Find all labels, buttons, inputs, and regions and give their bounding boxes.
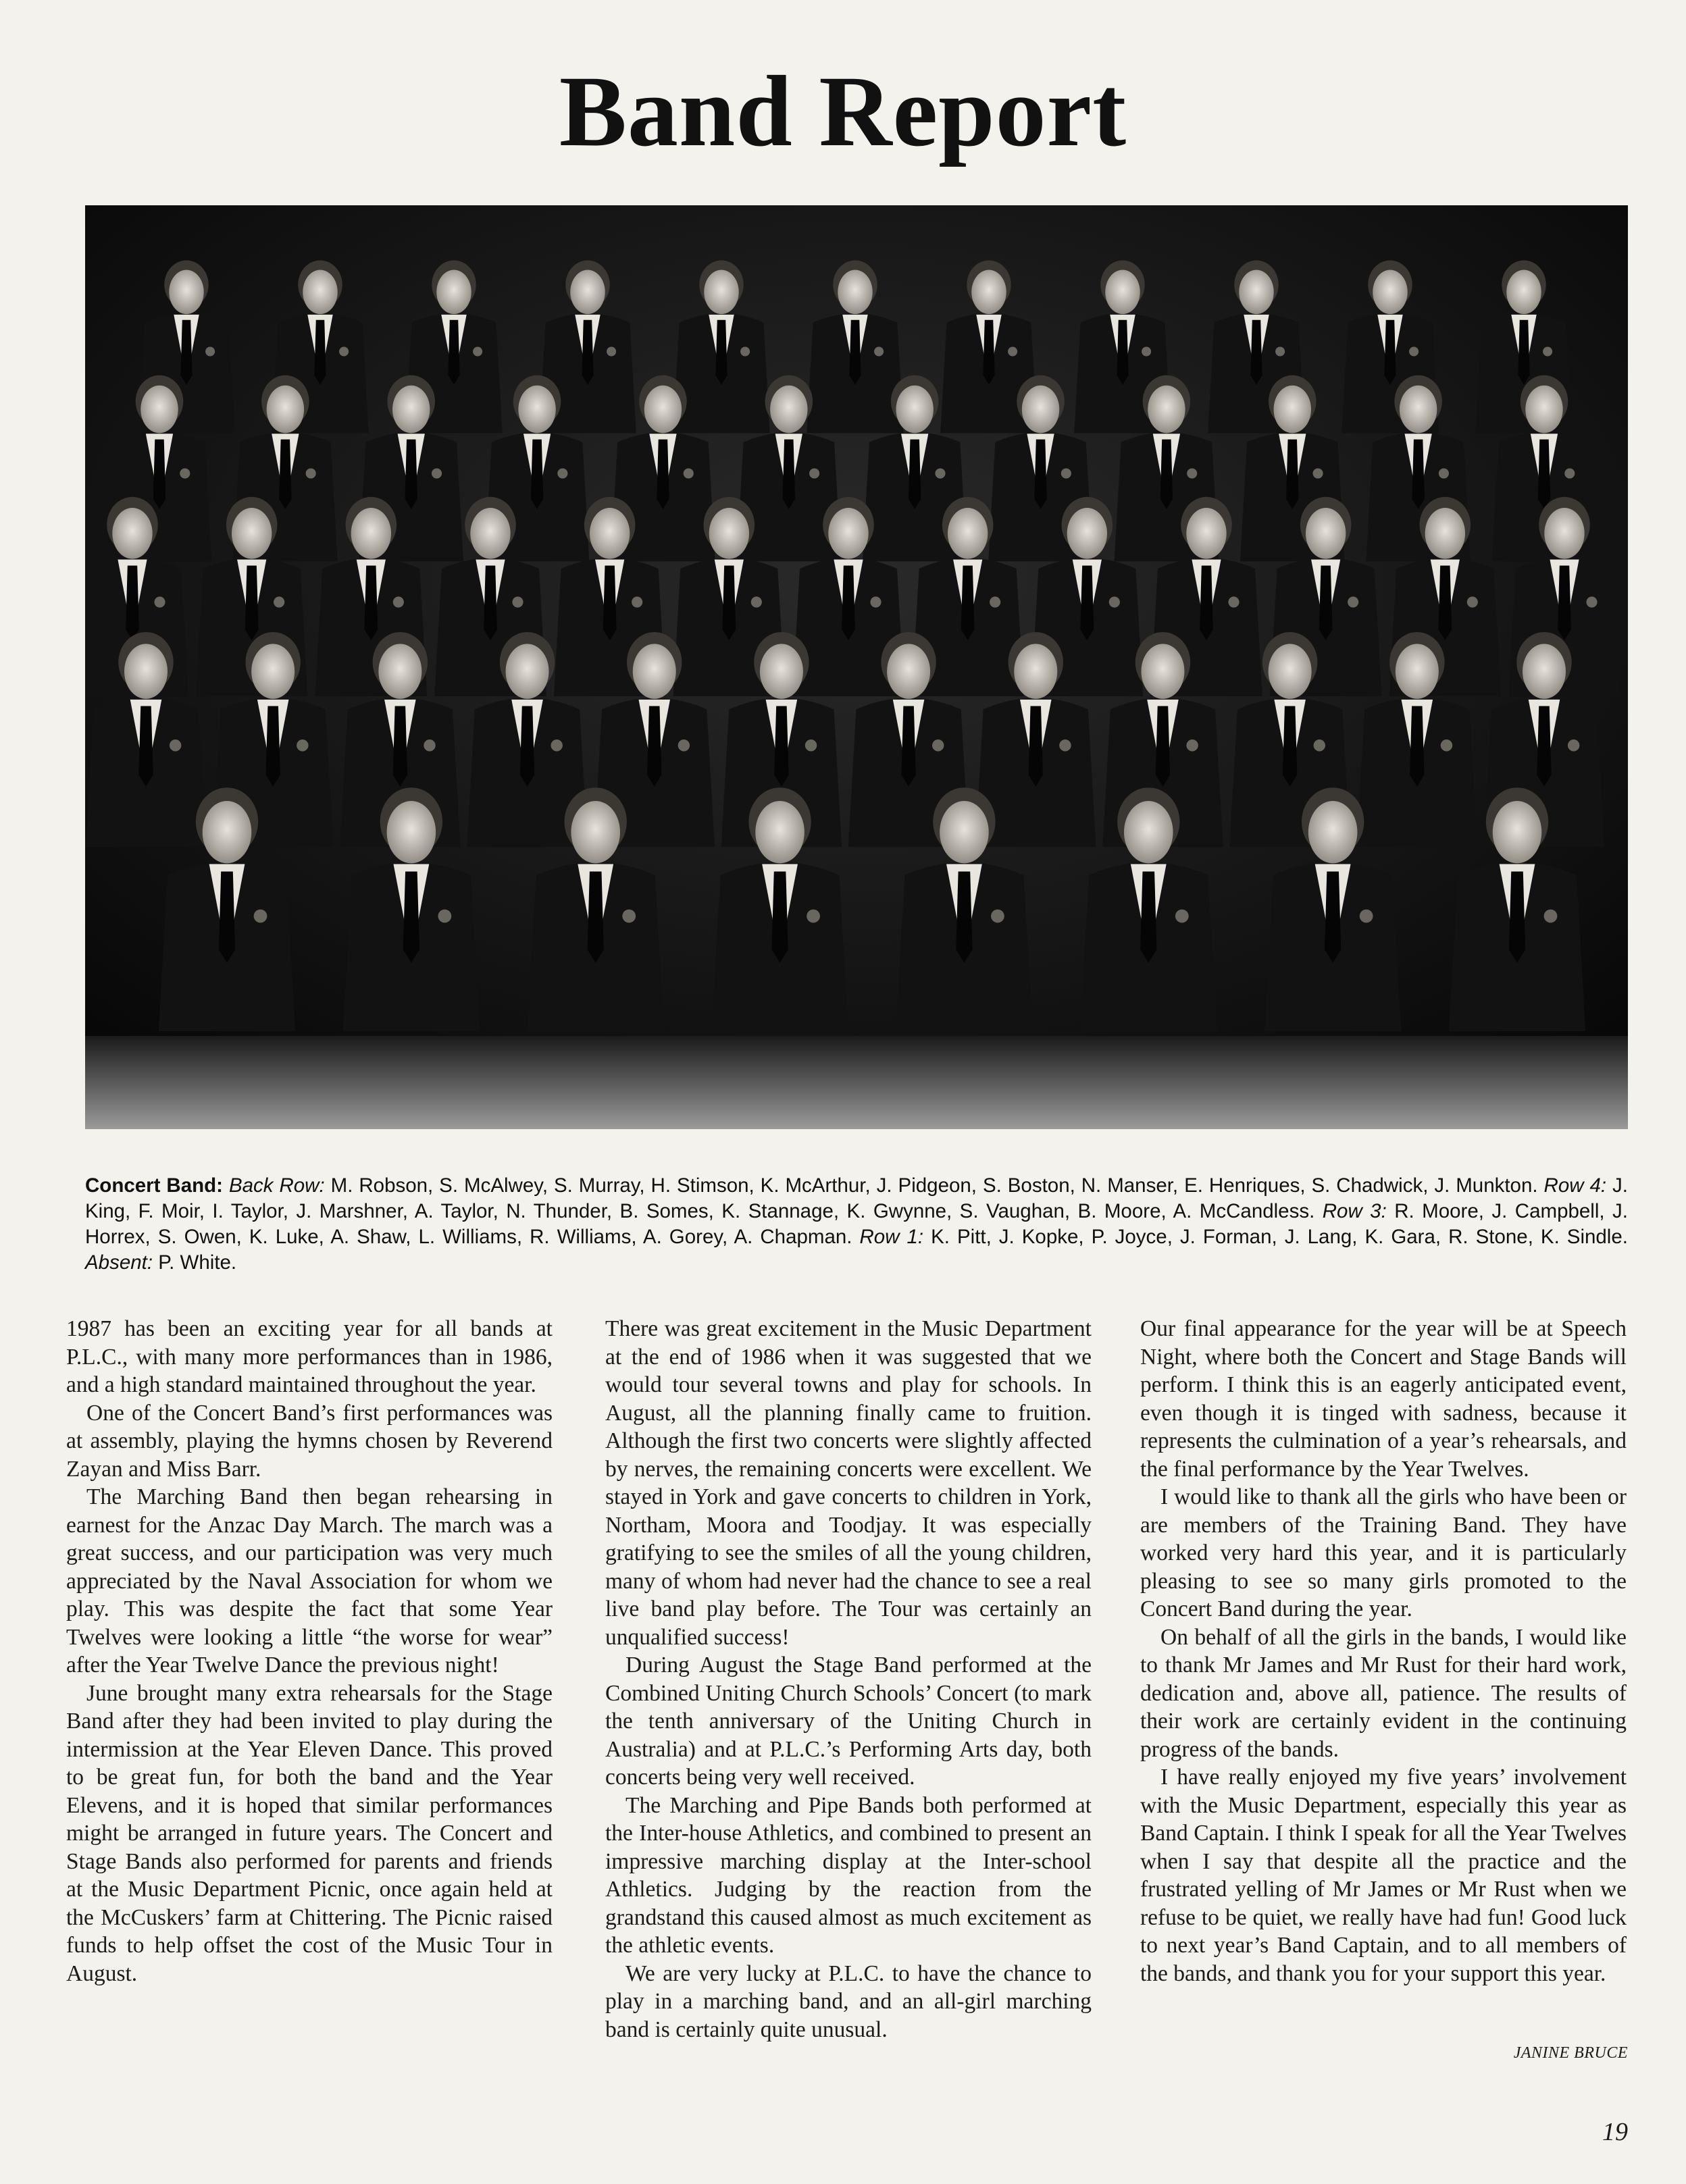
paragraph: The Marching and Pipe Bands both performed at the Inter-house Athletics, and combined to present an impressive marching display at the Inter-school Athletics. Judging by the reaction from the grandstand this caused almost as much excitement as the athletic events.	[605, 1792, 1092, 1958]
article-column-2	[605, 1315, 1092, 2044]
photo-caption	[85, 1173, 1628, 1276]
paragraph: On behalf of all the girls in the bands, I would like to thank Mr James and Mr Rust for their hard work, dedication and, above all, patience. The results of their work are certainly evident in the continuing progress of the bands.	[1140, 1624, 1627, 1762]
caption-back-row-label: Back Row:	[228, 1174, 325, 1197]
caption-row3-label: Row 3:	[1322, 1200, 1387, 1222]
paragraph: We are very lucky at P.L.C. to have the chance to play in a marching band, and an all-girl marching band is certainly quite unusual.	[605, 1960, 1092, 2042]
paragraph: I would like to thank all the girls who have been or are members of the Training Band. They have worked very hard this year, and it is particularly pleasing to see so many girls promoted to the Concert Band during the year.	[1140, 1484, 1627, 1621]
photo-illustration	[85, 205, 1628, 1129]
author-signature: JANINE BRUCE	[1513, 2044, 1628, 2062]
paragraph: The Marching Band then began rehearsing in earnest for the Anzac Day March. The march was a great success, and our participation was very much appreciated by the Naval Association for whom we play. This was despite the fact that some Year Twelves were looking a little “the worse for wear” after the Year Twelve Dance the previous night!	[66, 1484, 553, 1678]
article-column-1	[66, 1315, 553, 1987]
caption-row3-names: R. Moore, J. Campbell, J. Horrex, S. Owen, K. Luke, A. Shaw, L. Williams, R. Williams, A. Gorey, A. Chapman.	[85, 1200, 1628, 1248]
page-number: 19	[1602, 2118, 1628, 2146]
caption-lead: Concert Band:	[85, 1174, 223, 1197]
paragraph: June brought many extra rehearsals for the Stage Band after they had been invited to play during the intermission at the Year Eleven Dance. This proved to be great fun, for both the band and the Year Elevens, and it is hoped that similar performances might be arranged in future years. The Concert and Stage Bands also performed for parents and friends at the Music Department Picnic, once again held at the McCuskers’ farm at Chittering. The Picnic raised funds to help offset the cost of the Music Tour in August.	[66, 1680, 553, 1986]
caption-row4-label: Row 4:	[1543, 1174, 1607, 1197]
page-title: Band Report	[559, 55, 1127, 167]
caption-row1-label: Row 1:	[859, 1226, 924, 1248]
paragraph: One of the Concert Band’s first performances was at assembly, playing the hymns chosen by Reverend Zayan and Miss Barr.	[66, 1400, 553, 1482]
paragraph: During August the Stage Band performed at the Combined Uniting Church Schools’ Concert (to mark the tenth anniversary of the Uniting Church in Australia) and at P.L.C.’s Performing Arts day, both concerts being very well received.	[605, 1653, 1092, 1790]
paragraph: Our final appearance for the year will be at Speech Night, where both the Concert and Stage Bands will perform. I think this is an eagerly anticipated event, even though it is tinged with sadness, because it represents the culmination of a year’s rehearsals, and the final performance by the Year Twelves.	[1140, 1316, 1627, 1482]
paragraph: I have really enjoyed my five years’ involvement with the Music Department, especially this year as Band Captain. I think I speak for all the Year Twelves when I say that despite all the practice and the frustrated yelling of Mr James or Mr Rust when we refuse to be quiet, we really have had fun! Good luck to next year’s Band Captain, and to all members of the bands, and thank you for your support this year.	[1140, 1765, 1627, 1986]
article-column-3	[1140, 1315, 1627, 1987]
caption-row4-names: J. King, F. Moir, I. Taylor, J. Marshner, A. Taylor, N. Thunder, B. Somes, K. Stannage, K. Gwynne, S. Vaughan, B. Moore, A. McCandless.	[85, 1174, 1628, 1222]
caption-row1-names: K. Pitt, J. Kopke, P. Joyce, J. Forman, J. Lang, K. Gara, R. Stone, K. Sindle.	[931, 1226, 1628, 1248]
paragraph: There was great excitement in the Music Department at the end of 1986 when it was suggested that we would tour several towns and play for schools. In August, all the planning finally came to fruition. Although the first two concerts were slightly affected by nerves, the remaining concerts were excellent. We stayed in York and gave concerts to children in York, Northam, Moora and Toodjay. It was especially gratifying to see the smiles of all the young children, many of whom had never had the chance to see a real live band play before. The Tour was certainly an unqualified success!	[605, 1316, 1092, 1650]
caption-back-row-names: M. Robson, S. McAlwey, S. Murray, H. Stimson, K. McArthur, J. Pidgeon, S. Boston, N. Manser, E. Henriques, S. Chadwick, J. Munkton.	[330, 1174, 1538, 1197]
caption-absent-names: P. White.	[158, 1251, 237, 1274]
band-group-photo	[85, 205, 1628, 1129]
paragraph: 1987 has been an exciting year for all bands at P.L.C., with many more performances than in 1986, and a high standard maintained throughout the year.	[66, 1316, 553, 1397]
caption-absent-label: Absent:	[85, 1251, 153, 1274]
